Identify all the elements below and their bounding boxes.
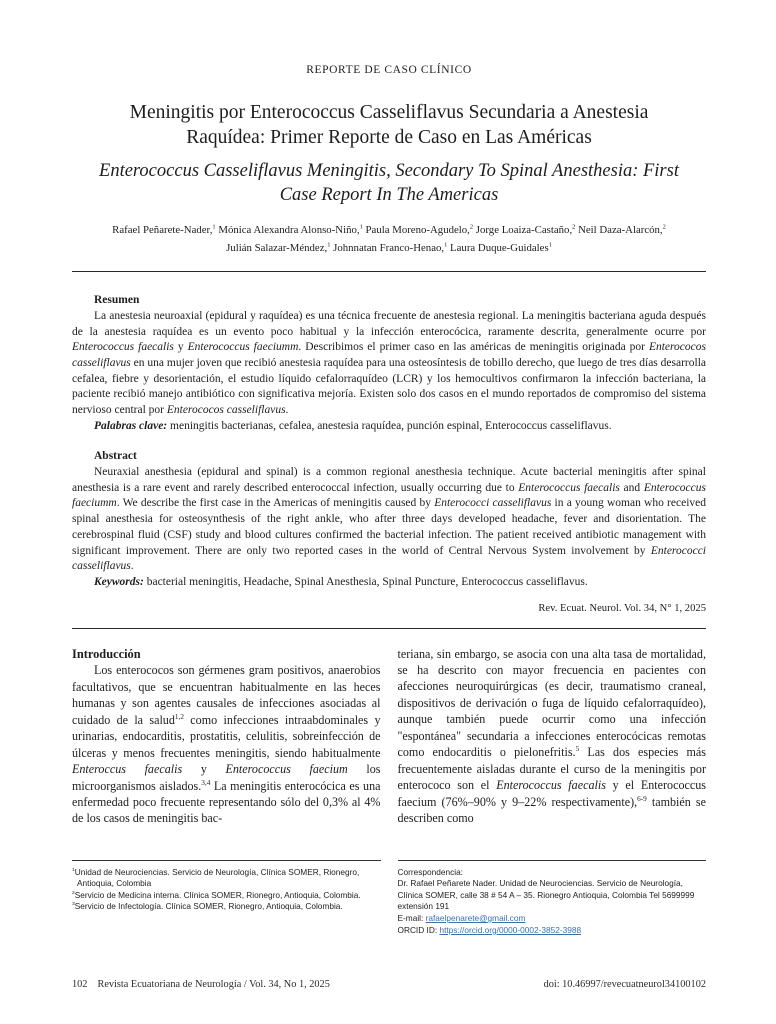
footer-left (72, 979, 330, 990)
abstract-heading: Abstract (94, 450, 137, 463)
article-title-spanish: Meningitis por Enterococcus Casseliflavus Secundaria a Anestesia Raquídea: Primer Reporte de Caso en Las Américas (129, 102, 649, 148)
authors-block (72, 222, 706, 257)
intro-column-right (398, 646, 707, 846)
authors-line-1: Rafael Peñarete-Nader,$^1$ Mónica Alexandra Alonso-Niño,$^1$ Paula Moreno-Agudelo,$^2$ Jorge Loaiza-Castaño,$^2$ Neil Daza-Alarcón,$^2$ (112, 223, 666, 237)
footnote-item-1: $^1$Unidad de Neurociencias. Servicio de Neurología, Clínica SOMER, Rionegro, Antioquia, Colombia (72, 866, 360, 889)
footer-journal-line: Revista Ecuatoriana de Neurología / Vol. 34, No 1, 2025 (97, 979, 330, 990)
footnote-area (72, 860, 706, 937)
affiliation-footnotes (72, 860, 381, 937)
correspondence-label: Correspondencia: (397, 866, 463, 877)
intro-paragraph-right: teriana, sin embargo, se asocia con una alta tasa de mortalidad, se ha descrito con mayor frecuencia en pacientes con afecciones neuroquirúrgicas (es decir, traumatismo craneal, dispositivos de derivación o fuga de líquido cefalorraquídeo), aunque también puede ocurrir como una infección "espontánea" secundaria a infecciones enterocócicas remotas como endocarditis o pielonefritis.$^5$ Las dos especies más frecuentemente aisladas durante el curso de la meningitis por enterococo son el Enterococcus faecalis y el Enterococcus faecium (76%–90% y 9–22% respectivamente),$^{6-9}$ también se describen como (397, 646, 706, 825)
page-number: 102 (72, 979, 88, 990)
correspondence-orcid-line (398, 925, 707, 937)
abstract-keywords: Keywords: bacterial meningitis, Headache, Spinal Anesthesia, Spinal Puncture, Enterococcus casseliflavus. (94, 575, 588, 588)
correspondence-email-line (398, 913, 707, 925)
resumen-keywords: Palabras clave: meningitis bacterianas, cefalea, anestesia raquídea, punción espinal, Enterococcus casseliflavus. (94, 419, 612, 432)
email-label: E-mail: (397, 913, 426, 924)
footnote-item-2: $^2$Servicio de Medicina interna. Clínica SOMER, Rionegro, Antioquia, Colombia. (72, 889, 361, 900)
authors-line-2: Julián Salazar-Méndez,$^1$ Johnnatan Franco-Henao,$^1$ Laura Duque-Guidales$^1$ (226, 241, 552, 254)
footer-doi: doi: 10.46997/revecuatneurol34100102 (543, 979, 706, 990)
abstract-section (72, 449, 706, 590)
resumen-heading: Resumen (94, 294, 140, 307)
orcid-label: ORCID ID: (397, 924, 440, 935)
article-category: REPORTE DE CASO CLÍNICO (306, 64, 472, 76)
correspondence-block (398, 860, 707, 937)
resumen-body: La anestesia neuroaxial (epidural y raquídea) es una técnica frecuente de anestesia regional. La meningitis bacteriana aguda después de la anestesia raquídea es un evento poco habitual y la infección enterocócica, raramente descrita, generalmente ocurre por Enterococcus faecalis y Enterococcus faeciumm. Describimos el primer caso en las américas de meningitis originada por Enterococos casseliflavus en una mujer joven que recibió anestesia raquídea para una osteosíntesis de tobillo derecho, que luego de tres días desarrolla cefalea, fiebre y desorientación, el estudio líquido cefalorraquídeo (LCR) y los hemocultivos confirmaron la infección bacteriana, la paciente recibió manejo antibiótico con significativa mejoría. Existen solo dos casos en el mundo reportados de compromiso del sistema nervioso central por Enterococos casseliflavus. (72, 309, 706, 417)
divider-rule-mid (72, 628, 706, 629)
introduction-section (72, 646, 706, 846)
resumen-section (72, 293, 706, 434)
intro-column-left (72, 646, 381, 846)
footnote-item-3: $^3$Servicio de Infectología. Clínica SOMER, Rionegro, Antioquia, Colombia. (72, 901, 343, 912)
orcid-link[interactable]: https://orcid.org/0000-0002-3852-3988 (439, 924, 582, 935)
email-link[interactable]: rafaelpenarete@gmail.com (425, 913, 526, 924)
page-footer (72, 979, 706, 990)
intro-heading: Introducción (72, 646, 141, 661)
journal-reference: Rev. Ecuat. Neurol. Vol. 34, N° 1, 2025 (538, 602, 706, 614)
divider-rule-top (72, 271, 706, 272)
correspondence-address: Dr. Rafael Peñarete Nader. Unidad de Neurociencias. Servicio de Neurología, Clínica SOMER, calle 38 # 54 A – 35. Rionegro Antioquia, Colombia Tel 5699999 extensión 191 (397, 878, 695, 912)
intro-paragraph-left: Los enterococos son gérmenes gram positivos, anaerobios facultativos, que se encuentran habitualmente en las heces humanas y son agentes causales de infecciones asociadas al cuidado de la salud$^{1,2}$ como infecciones intraabdominales y urinarias, endocarditis, prostatitis, celulitis, sobreinfección de úlceras y menos frecuentes meningitis, siendo habitualmente Enteroccus faecalis y Enterococcus faecium los microorganismos aislados.$^{3,4}$ La meningitis enterocócica es una enfermedad poco frecuente representando sólo del 0,3% al 4% de los casos de meningitis bac- (72, 663, 381, 826)
abstract-body: Neuraxial anesthesia (epidural and spinal) is a common regional anesthesia technique. Acute bacterial meningitis after spinal anesthesia is a rare event and rarely described enterococcal infection, usually occurring due to Enterococcus faecalis and Enterococcus faeciumm. We describe the first case in the Americas of meningitis caused by Enterococci casseliflavus in a young woman who received spinal anesthesia for osteosynthesis of the right ankle, who after three days developed headache, fever and disorientation. The cerebrospinal fluid (CSF) study and blood cultures confirmed the bacterial infection. The patient received antibiotic management with significant improvement. There are only two reported cases in the world of Central Nervous System involvement by Enterococci casseliflavus. (72, 466, 706, 573)
article-title-english: Enterococcus Casseliflavus Meningitis, Secondary To Spinal Anesthesia: First Case Report In The Americas (99, 160, 679, 205)
